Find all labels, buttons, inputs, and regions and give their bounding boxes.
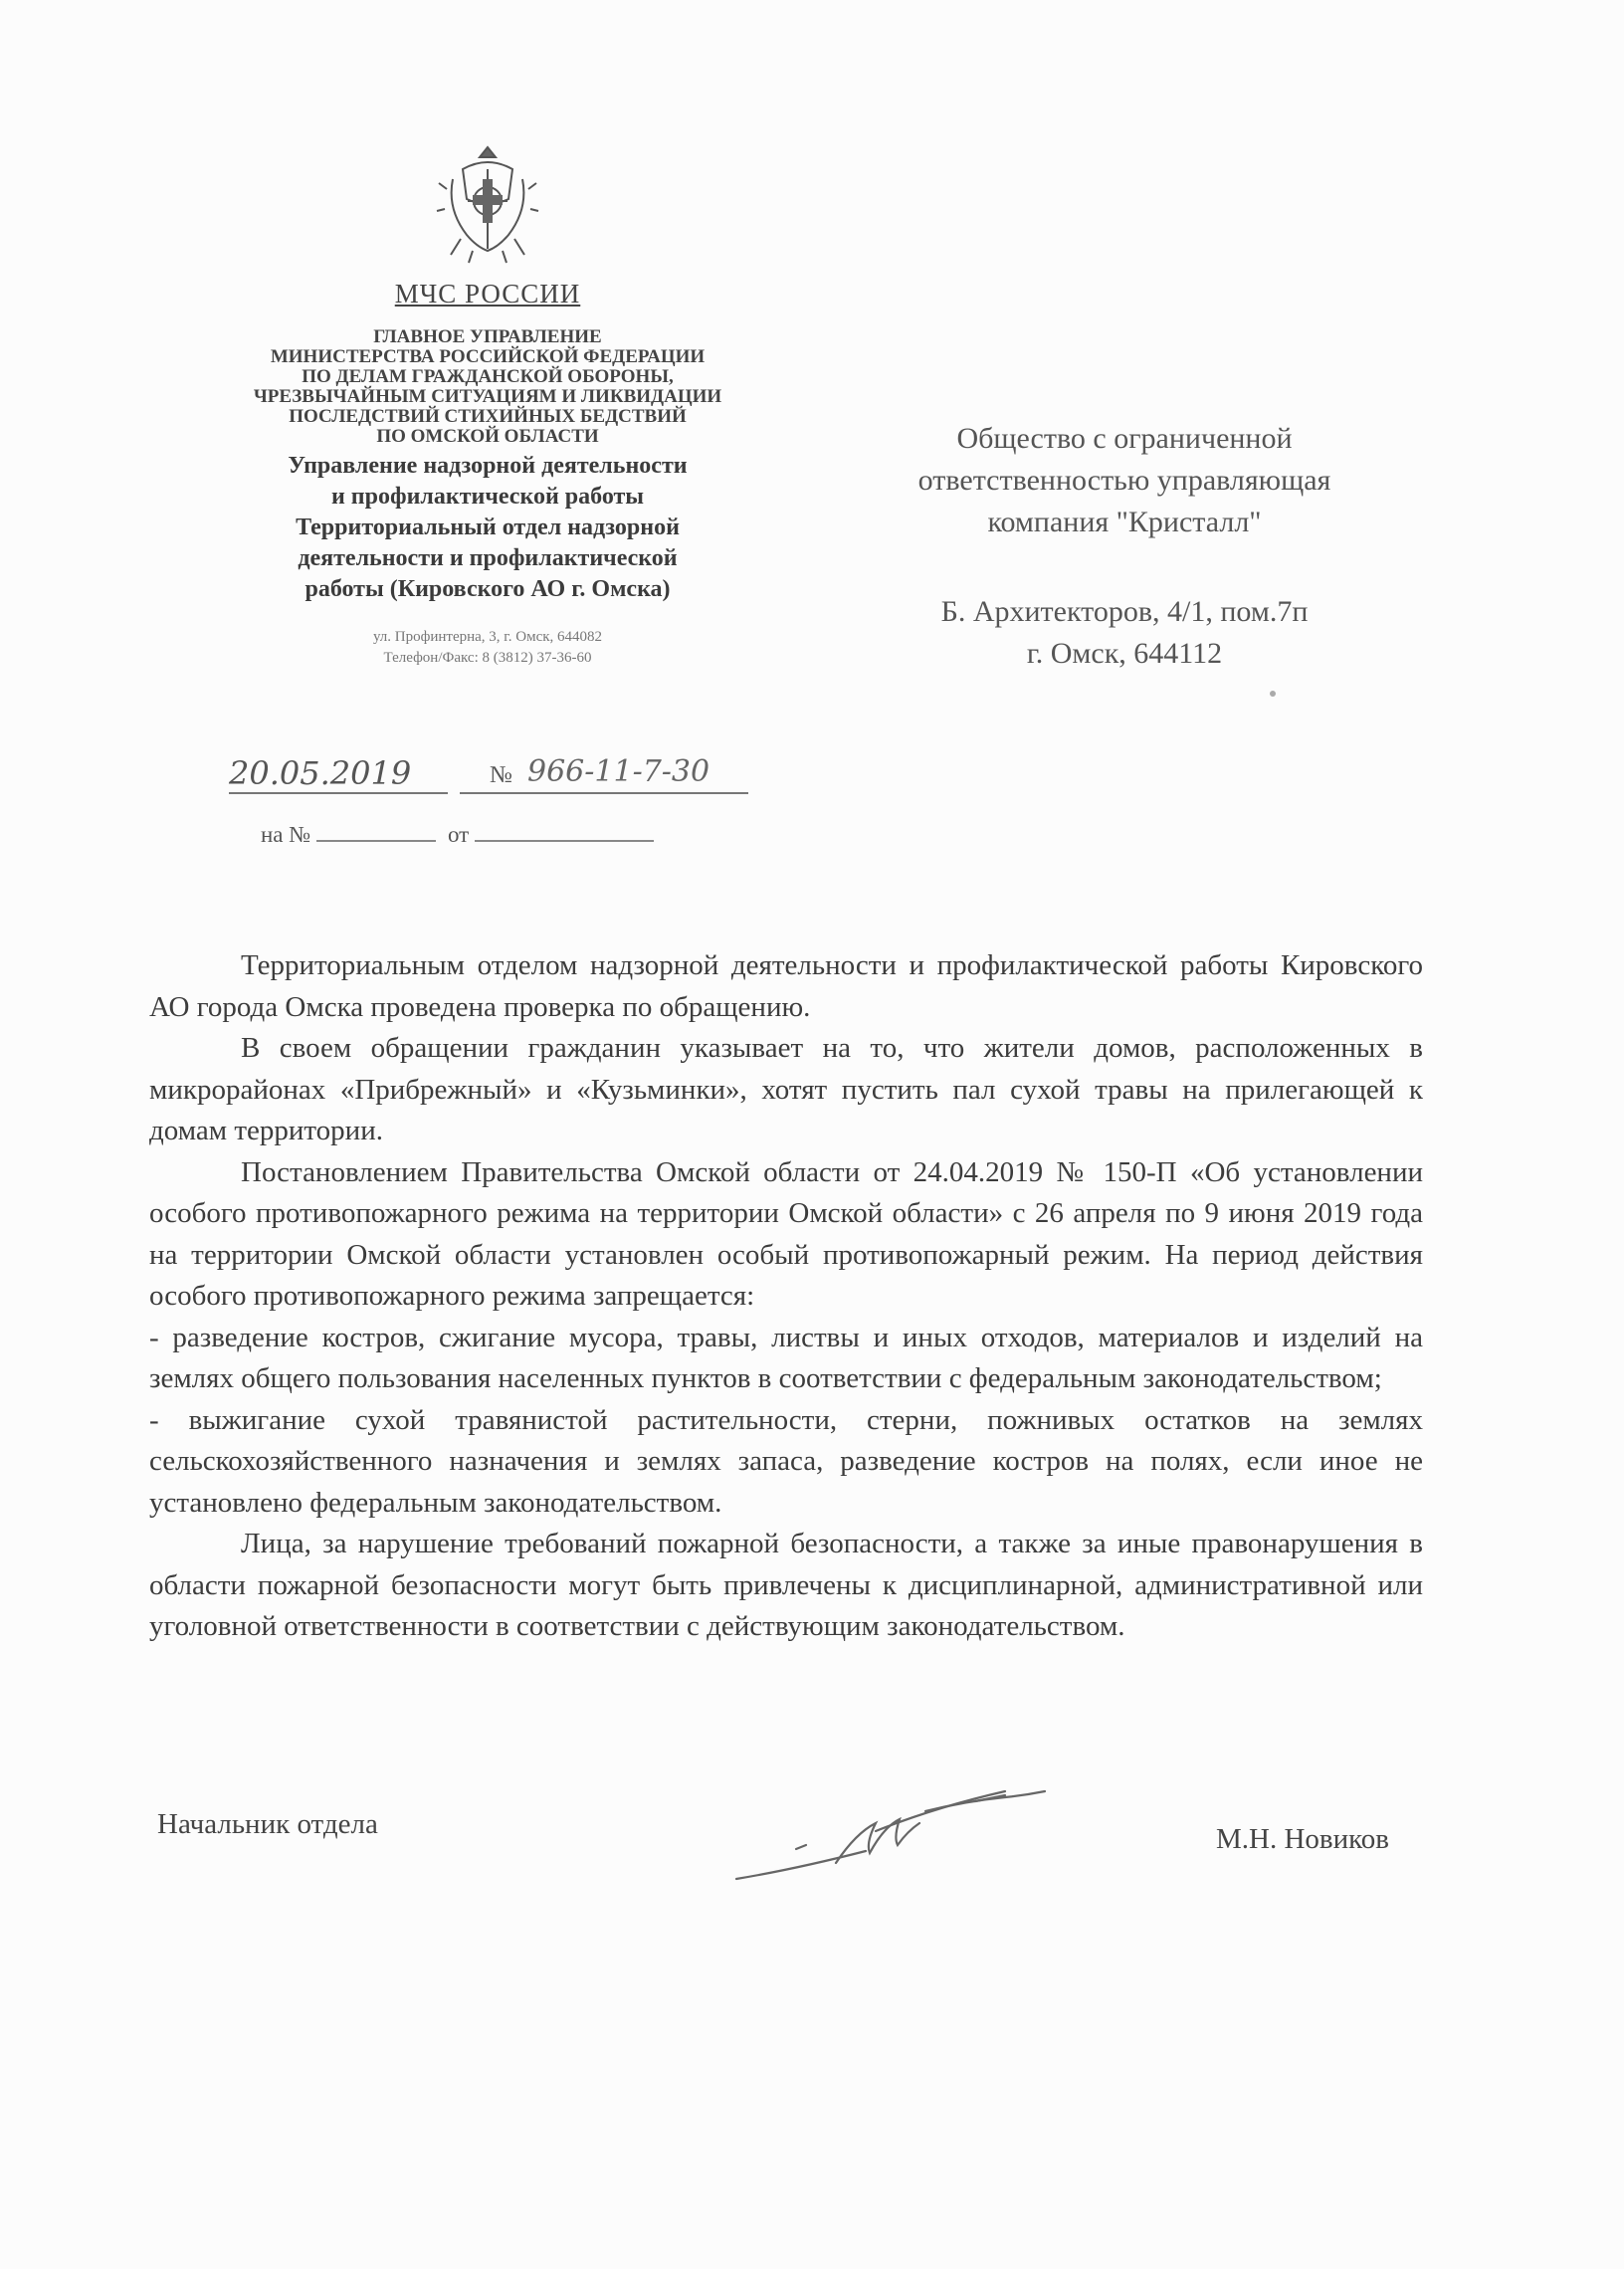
body-paragraph: Территориальным отделом надзорной деятельности и профилактической работы Кировского АО города Омска проведена проверка по обращению. bbox=[149, 949, 1423, 1023]
reference-date-label: от bbox=[447, 822, 470, 847]
addressee-city: г. Омск, 644112 bbox=[1026, 637, 1223, 670]
registration-line bbox=[229, 754, 786, 800]
unit-line: Управление надзорной деятельности bbox=[288, 453, 688, 479]
reference-number-blank bbox=[316, 824, 436, 842]
reference-line bbox=[261, 822, 660, 848]
address-line: ул. Профинтерна, 3, г. Омск, 644082 bbox=[372, 629, 603, 645]
department-line: ПО ОМСКОЙ ОБЛАСТИ bbox=[376, 426, 599, 447]
org-name: МЧС РОССИИ bbox=[394, 279, 581, 309]
addressee-block bbox=[866, 418, 1383, 675]
addressee-line: Общество с ограниченной bbox=[956, 422, 1293, 455]
body-paragraph: Постановлением Правительства Омской области от 24.04.2019 № 150-П «Об установлении особого противопожарного режима на территории Омской области» с 26 апреля по 9 июня 2019 года на территории Омской области установлен особый противопожарный режим. На период действия особого противопожарного режима запрещается: bbox=[149, 1155, 1423, 1312]
unit-line: работы (Кировского АО г. Омска) bbox=[304, 576, 671, 602]
department-line: ЧРЕЗВЫЧАЙНЫМ СИТУАЦИЯМ И ЛИКВИДАЦИИ bbox=[253, 386, 722, 407]
addressee-address bbox=[866, 591, 1383, 675]
department-line: ГЛАВНОЕ УПРАВЛЕНИЕ bbox=[373, 326, 602, 347]
unit-line: деятельности и профилактической bbox=[298, 545, 678, 571]
body-list-item: - выжигание сухой травянистой растительности, стерни, пожнивых остатков на землях сельскохозяйственного назначения и землях запаса, разведение костров на полях, если иное не установлено федеральным законодательством. bbox=[149, 1403, 1423, 1519]
mchs-emblem-icon bbox=[433, 139, 542, 269]
reference-date-blank bbox=[475, 824, 654, 842]
letter-body bbox=[149, 945, 1423, 1648]
letterhead bbox=[169, 139, 806, 669]
department-line: ПО ДЕЛАМ ГРАЖДАНСКОЙ ОБОРОНЫ, bbox=[302, 366, 674, 387]
signatory-name: М.Н. Новиков bbox=[1216, 1823, 1389, 1855]
registration-number: 966-11-7-30 bbox=[527, 754, 710, 789]
registration-number-underline bbox=[460, 792, 748, 794]
body-paragraph: В своем обращении гражданин указывает на то, что жители домов, расположенных в микрорайонах «Прибрежный» и «Кузьминки», хотят пустить пал сухой травы на прилегающей к домам территории. bbox=[149, 1032, 1423, 1146]
addressee-line: компания "Кристалл" bbox=[987, 506, 1262, 538]
body-paragraph: Лица, за нарушение требований пожарной безопасности, а также за иные правонарушения в области пожарной безопасности могут быть привлечены к дисциплинарной, административной или уголовной ответственности в соответствии с действующим законодательством. bbox=[149, 1528, 1423, 1642]
department-line: ПОСЛЕДСТВИЙ СТИХИЙНЫХ БЕДСТВИЙ bbox=[289, 406, 687, 427]
contact-info bbox=[169, 627, 806, 669]
unit-name bbox=[169, 451, 806, 605]
department-line: МИНИСТЕРСТВА РОССИЙСКОЙ ФЕДЕРАЦИИ bbox=[270, 346, 706, 367]
scan-speck bbox=[1270, 691, 1276, 697]
registration-date-underline bbox=[229, 792, 448, 794]
reference-number-label: на № bbox=[261, 822, 311, 847]
unit-line: Территориальный отдел надзорной bbox=[296, 515, 680, 540]
registration-date: 20.05.2019 bbox=[229, 754, 412, 792]
signatory-role: Начальник отдела bbox=[157, 1808, 378, 1840]
unit-line: и профилактической работы bbox=[330, 484, 645, 510]
addressee-line: ответственностью управляющая bbox=[917, 464, 1331, 497]
handwritten-signature-icon bbox=[726, 1771, 1085, 1891]
addressee-street: Б. Архитекторов, 4/1, пом.7п bbox=[940, 595, 1309, 628]
department-name bbox=[169, 327, 806, 447]
body-list-item: - разведение костров, сжигание мусора, травы, листвы и иных отходов, материалов и изделий на землях общего пользования населенных пунктов в соответствии с федеральным законодательством; bbox=[149, 1321, 1423, 1394]
registration-number-label: № bbox=[490, 762, 512, 788]
phone-line: Телефон/Факс: 8 (3812) 37-36-60 bbox=[383, 650, 592, 666]
